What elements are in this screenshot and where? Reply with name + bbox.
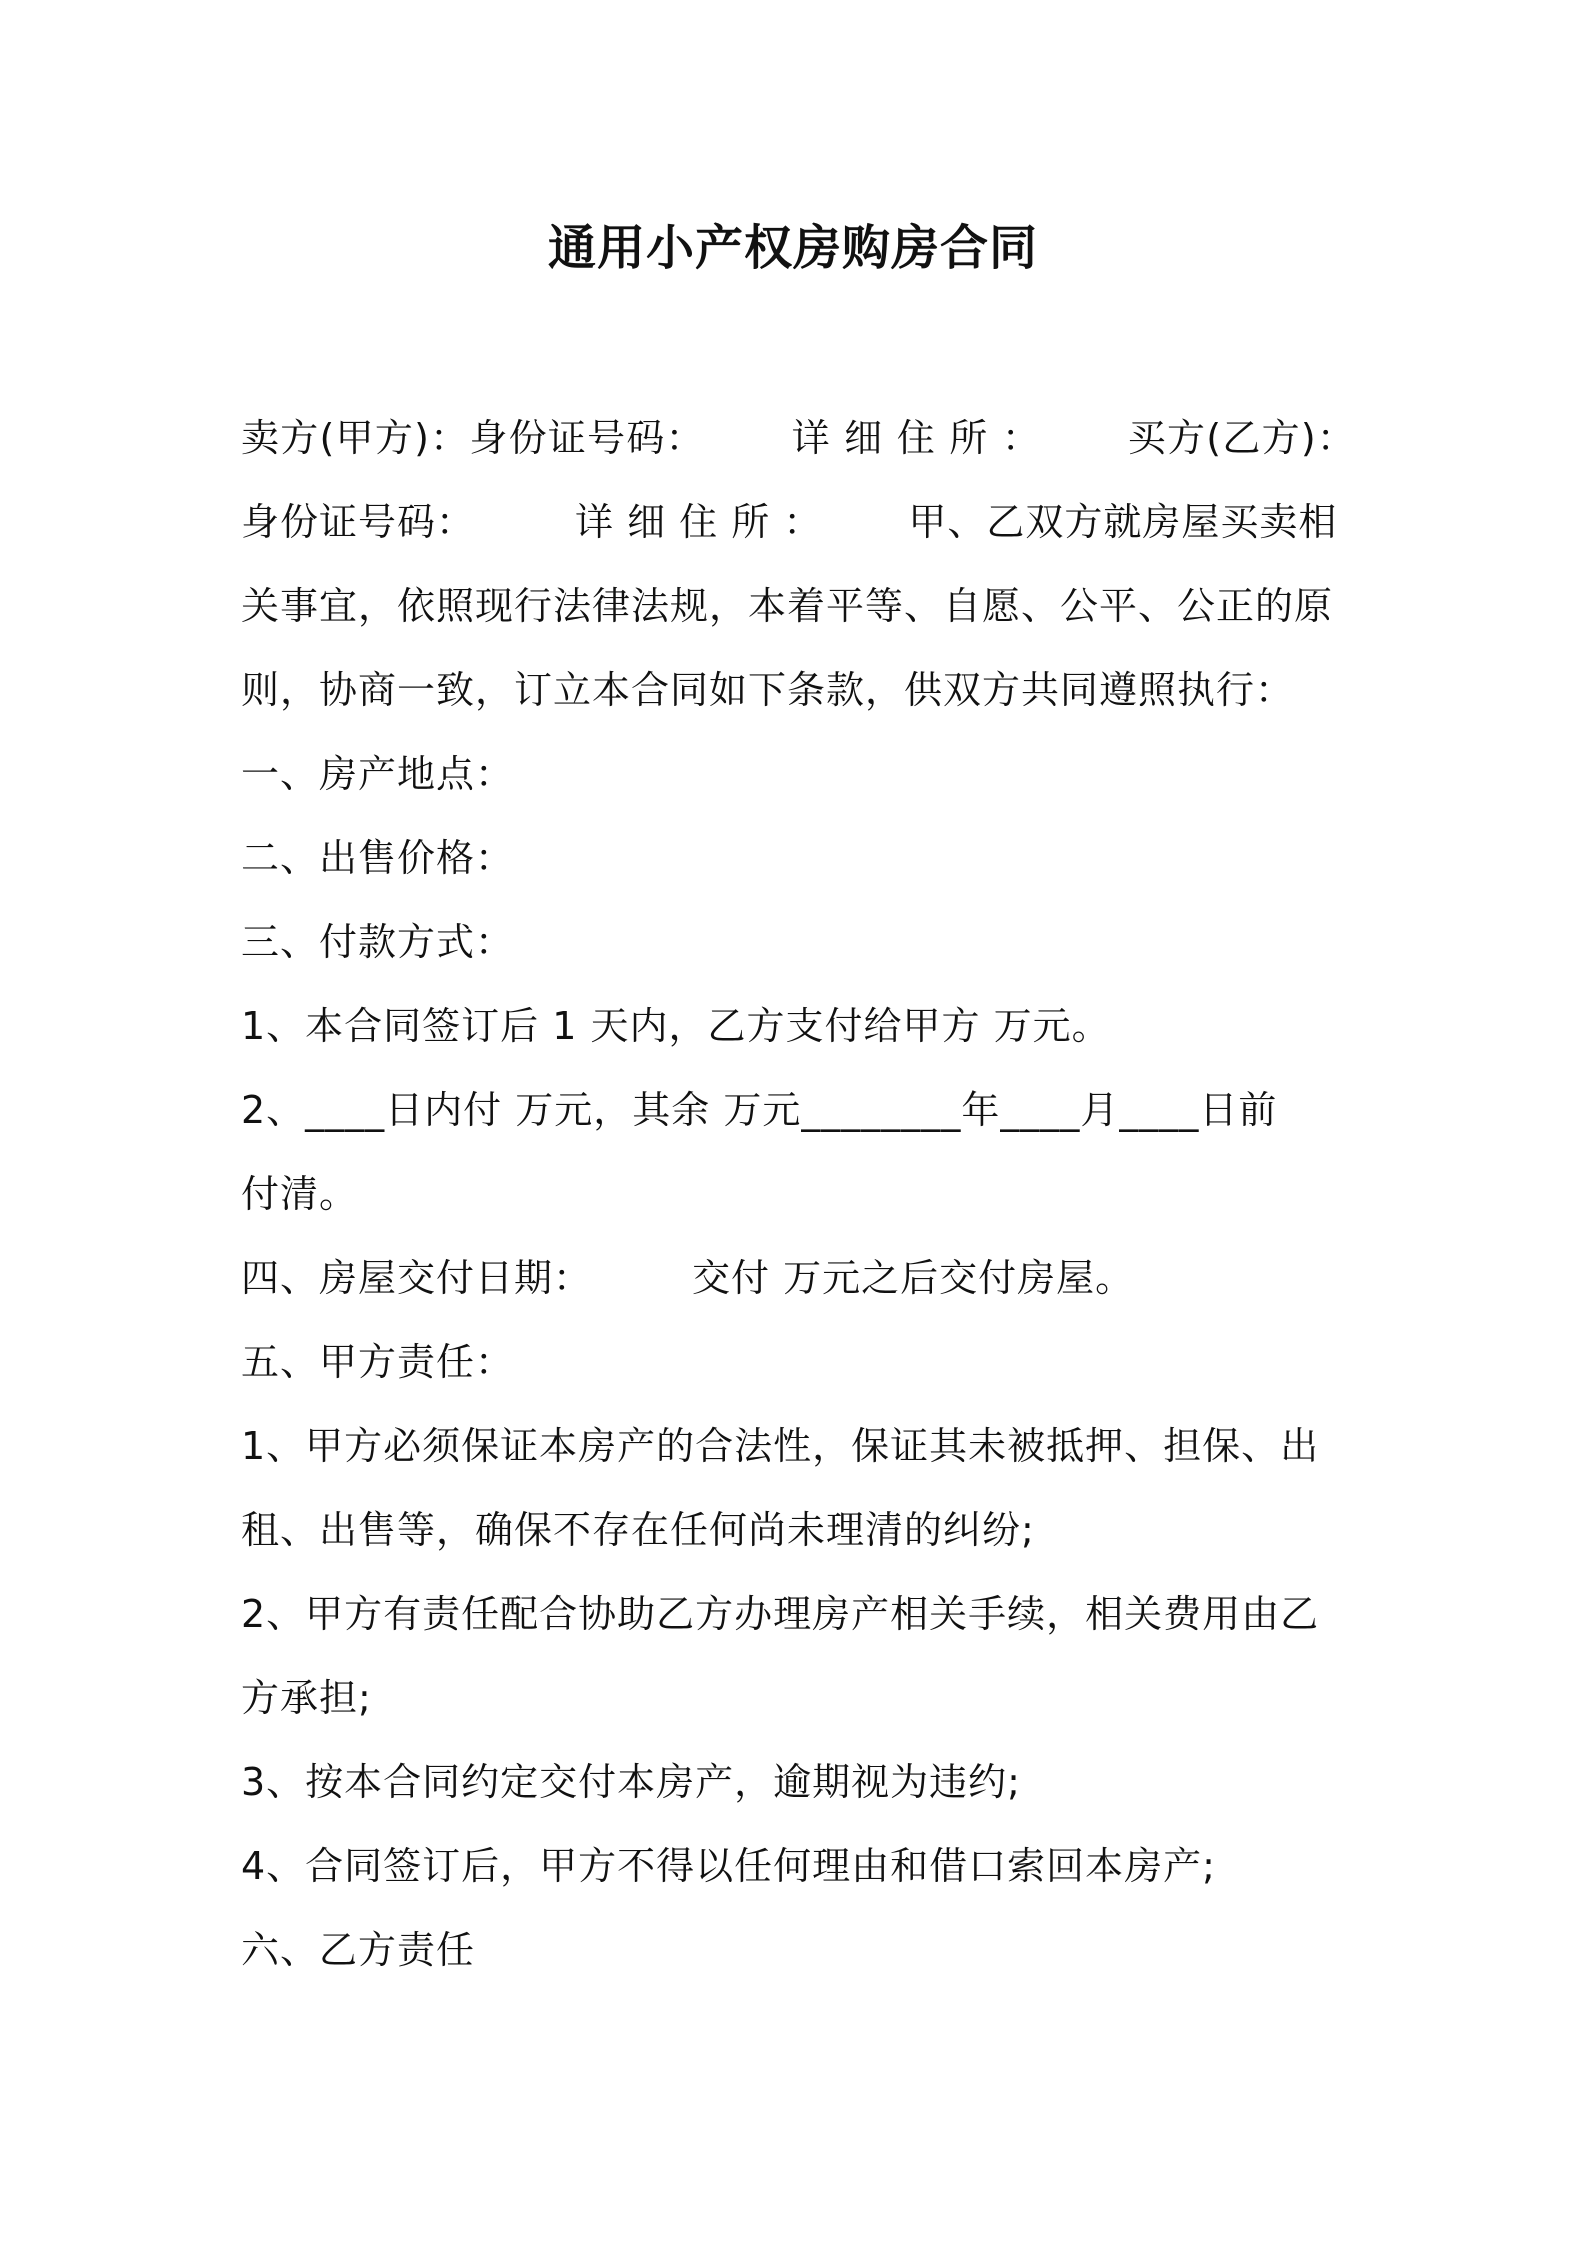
clause-4-text: 交付 万元之后交付房屋。 [692,1256,1135,1300]
clause-5-item-3: 3、按本合同约定交付本房产，逾期视为违约; [241,1760,1021,1804]
clause-3-item-2: 2、____日内付 万元，其余 万元________年____月____日前 [241,1088,1278,1132]
party-info-line-2 [241,492,1356,552]
seller-label: 卖方(甲方)： [241,416,470,460]
preamble-start: 甲、乙双方就房屋买卖相 [908,500,1338,544]
clause-5-item-1: 1、甲方必须保证本房产的合法性，保证其未被抵押、担保、出 [241,1424,1320,1468]
clause-1-property-location: 一、房产地点： [241,752,515,796]
buyer-address-label: 详 细 住 所 ： [575,500,823,544]
party-info-line-1 [241,408,1356,468]
clause-4-delivery-date [241,1248,1356,1308]
clause-5-item-2: 2、甲方有责任配合协助乙方办理房产相关手续，相关费用由乙 [241,1592,1320,1636]
preamble-line-2: 关事宜，依照现行法律法规，本着平等、自愿、公平、公正的原 [241,584,1334,628]
clause-3-item-1: 1、本合同签订后 1 天内，乙方支付给甲方 万元。 [241,1004,1111,1048]
document-title: 通用小产权房购房合同 [547,220,1038,276]
clause-4-label: 四、房屋交付日期： [241,1256,593,1300]
clause-5-item-4: 4、合同签订后，甲方不得以任何理由和借口索回本房产; [241,1844,1216,1888]
seller-address-label: 详 细 住 所 ： [791,416,1042,460]
clause-2-sale-price: 二、出售价格： [241,836,515,880]
clause-3-item-2-cont: 付清。 [241,1172,359,1216]
clause-6-buyer-duties: 六、乙方责任 [241,1928,476,1972]
clause-5-seller-duties: 五、甲方责任： [241,1340,515,1384]
preamble-line-3: 则，协商一致，订立本合同如下条款，供双方共同遵照执行： [241,668,1295,712]
buyer-id-label: 身份证号码： [241,500,476,544]
clause-5-item-1-cont: 租、出售等，确保不存在任何尚未理清的纠纷; [241,1508,1035,1552]
buyer-label: 买方(乙方)： [1127,416,1356,460]
clause-5-item-2-cont: 方承担; [241,1676,372,1720]
clause-3-payment-method: 三、付款方式： [241,920,515,964]
seller-id-label: 身份证号码： [469,416,705,460]
